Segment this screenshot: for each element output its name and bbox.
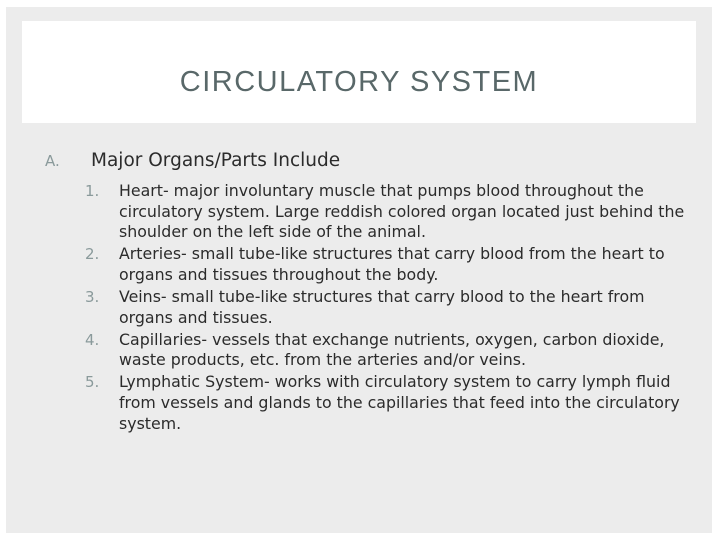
- list-item: [85, 330, 685, 371]
- list-item-number: 2.: [85, 245, 100, 264]
- list-item-text: Arteries- small tube-like structures that carry blood from the heart to organs and tissues throughout the body.: [119, 244, 665, 284]
- list-item-text: Lymphatic System- works with circulatory system to carry lymph fluid from vessels and glands to the capillaries that feed into the circulatory system.: [119, 372, 680, 433]
- list-item-text: Capillaries- vessels that exchange nutrients, oxygen, carbon dioxide, waste products, etc. from the arteries and/or veins.: [119, 329, 665, 370]
- list-item-number: 3.: [85, 287, 100, 306]
- section-marker: A.: [45, 152, 60, 170]
- list-item-text: Veins- small tube-like structures that carry blood to the heart from organs and tissues.: [119, 286, 645, 327]
- slide-title: CIRCULATORY SYSTEM: [179, 66, 539, 98]
- content-section: [45, 150, 685, 436]
- section-heading-row: [45, 150, 685, 172]
- organs-list: [85, 181, 685, 434]
- section-heading: Major Organs/Parts Include: [91, 150, 341, 171]
- list-item-number: 4.: [85, 330, 100, 349]
- slide: [6, 7, 712, 533]
- list-item: [85, 181, 685, 243]
- list-item-text: Heart- major involuntary muscle that pumps blood throughout the circulatory system. Large reddish colored organ located just behind the shoulder on the left side of the animal.: [119, 181, 685, 242]
- list-item: [85, 372, 685, 434]
- list-item-number: 5.: [85, 373, 100, 392]
- list-item: [85, 244, 685, 285]
- list-item: [85, 287, 685, 328]
- title-band: [22, 21, 696, 123]
- list-item-number: 1.: [85, 182, 100, 200]
